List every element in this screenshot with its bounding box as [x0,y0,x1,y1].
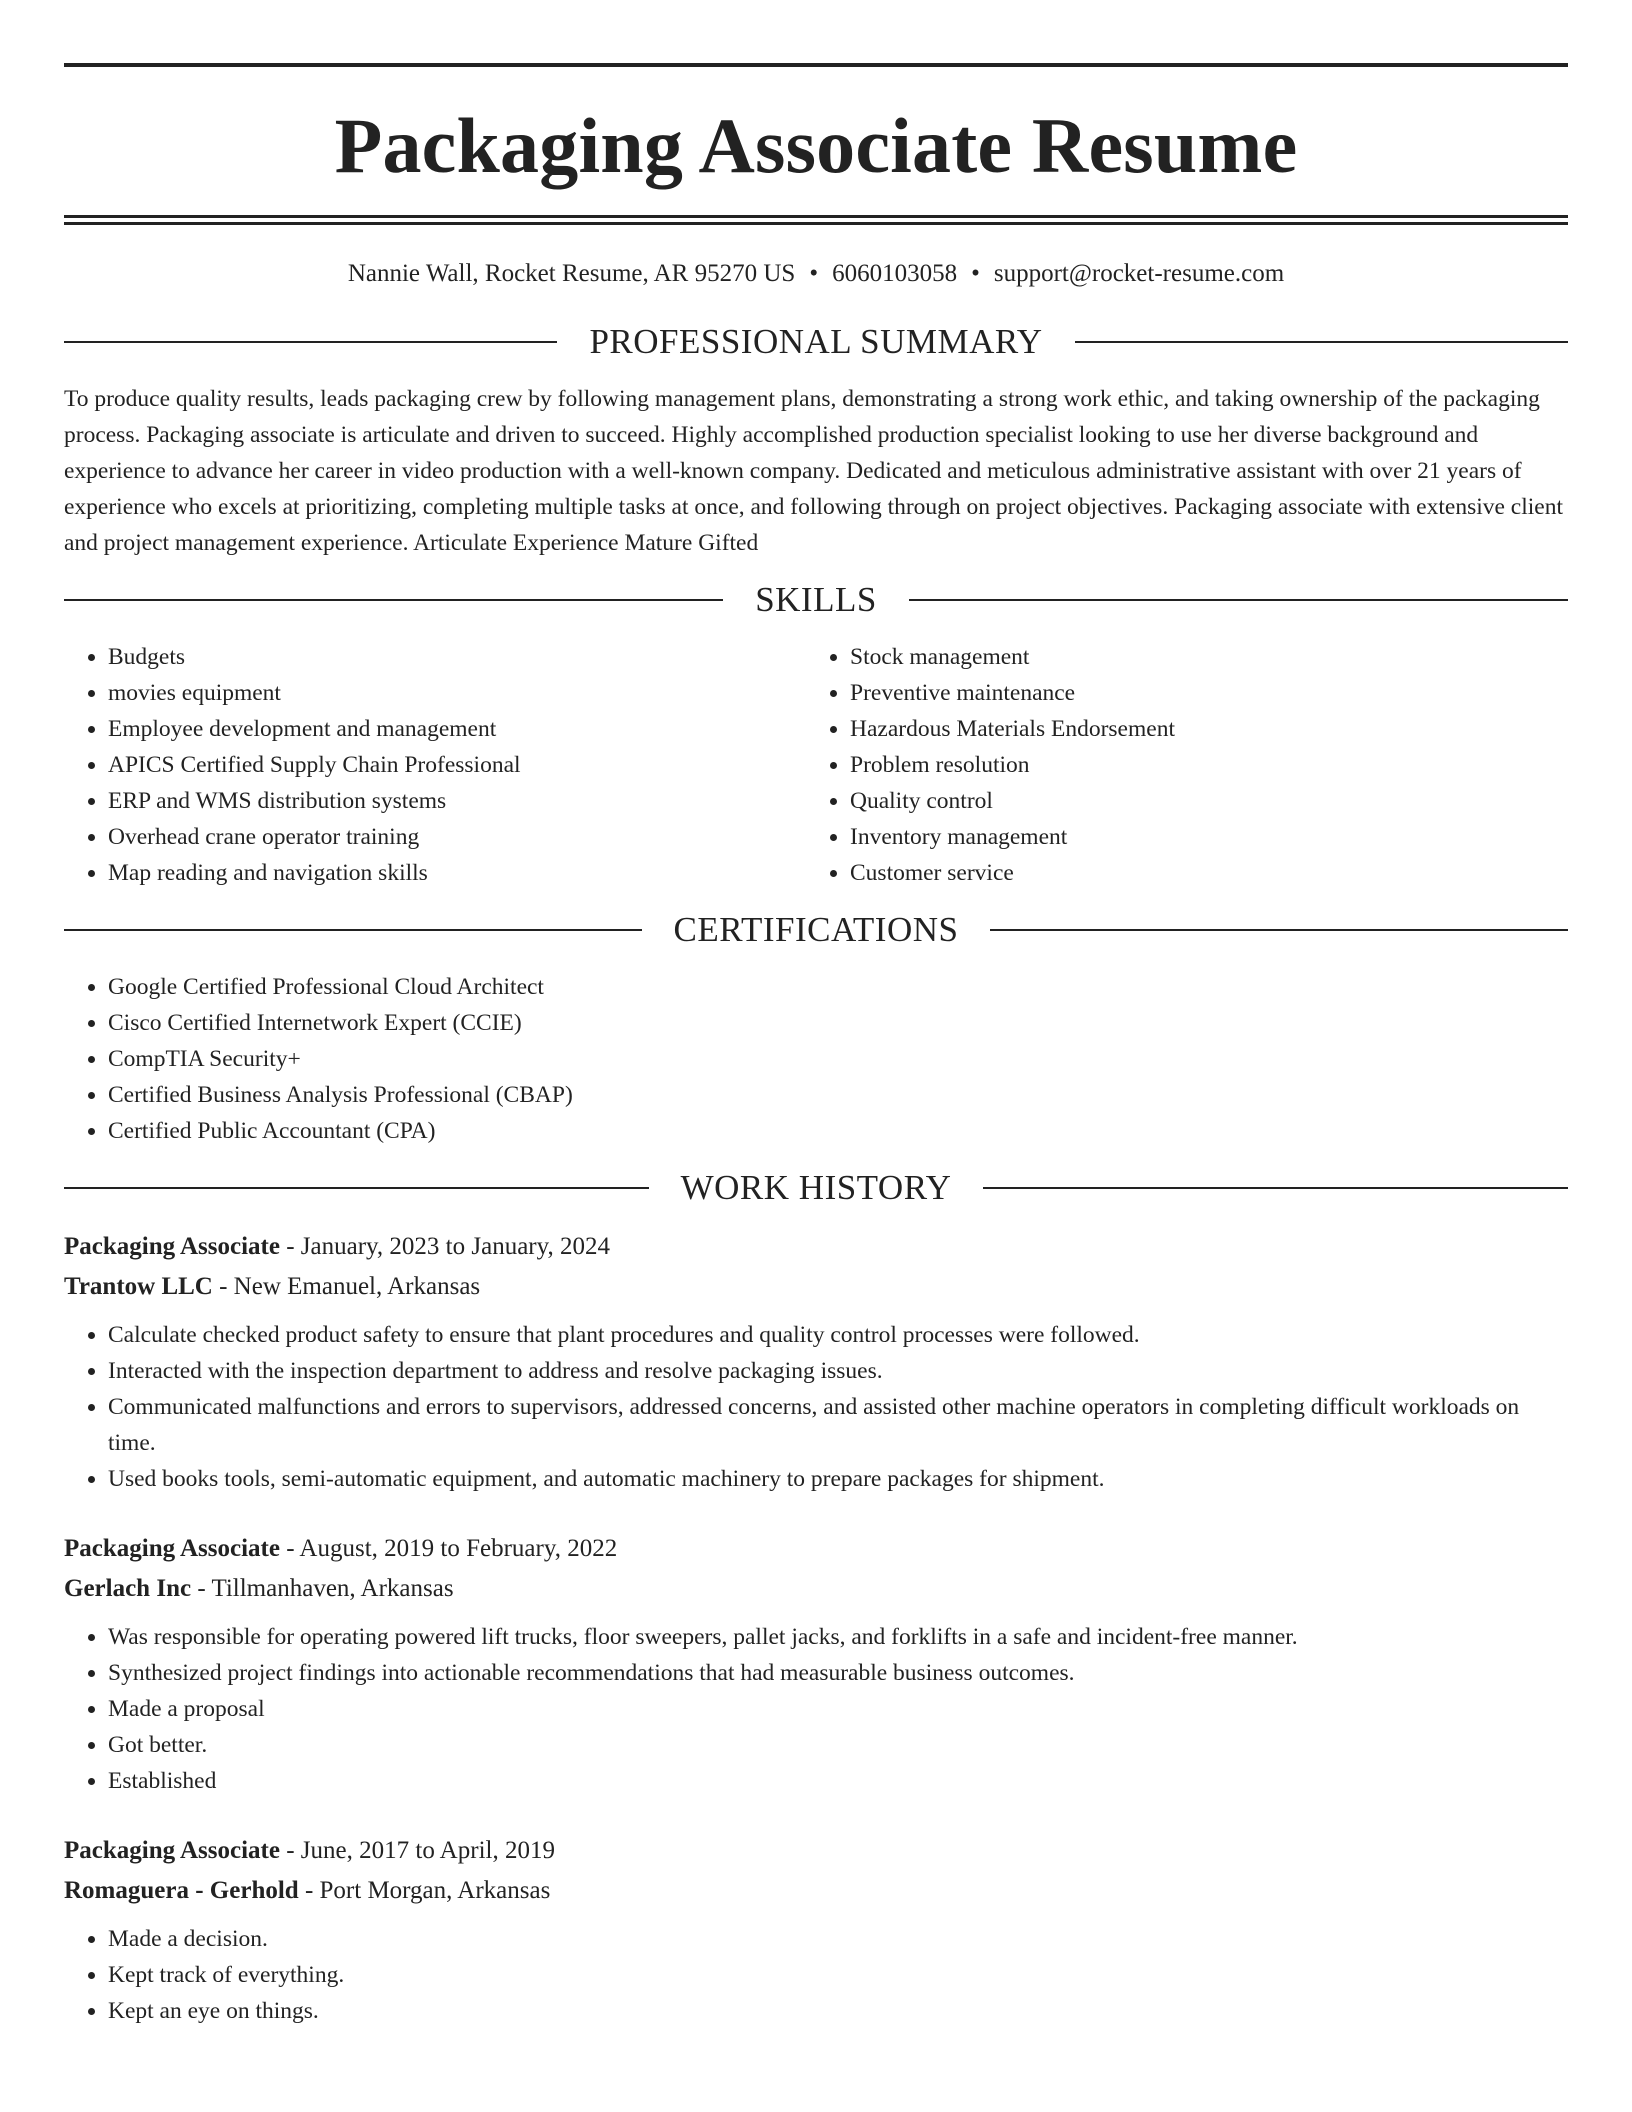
job-bullet: • Got better. [108,1727,1568,1763]
job-title: Packaging Associate [64,1233,280,1260]
summary-heading: PROFESSIONAL SUMMARY [589,322,1043,361]
job-bullets [64,1317,1568,1497]
job-title: Packaging Associate [64,1535,280,1562]
skill-item: • Preventive maintenance [850,675,1548,711]
skill-item: • APICS Certified Supply Chain Professional [108,747,806,783]
job-company: Romaguera - Gerhold [64,1877,299,1904]
heading-rule [983,1187,1568,1189]
job-bullets [64,1921,1568,2029]
title-double-rule [64,215,1568,225]
contact-phone: 6060103058 [832,260,958,287]
job-bullet: • Was responsible for operating powered lift trucks, floor sweepers, pallet jacks, and forklifts in a safe and incident-free manner. [108,1619,1568,1655]
job-bullet: • Calculate checked product safety to ensure that plant procedures and quality control processes were followed. [108,1317,1568,1353]
heading-rule [64,929,642,931]
summary-section-heading [64,317,1568,367]
job-company-line [64,1871,1568,1911]
heading-rule [909,599,1568,601]
contact-address: Nannie Wall, Rocket Resume, AR 95270 US [347,260,796,287]
job-location: - Tillmanhaven, Arkansas [191,1575,454,1602]
certification-item: • Certified Business Analysis Professional (CBAP) [108,1077,1568,1113]
skill-item: • Employee development and management [108,711,806,747]
contact-line [64,257,1568,291]
job-bullet: • Established [108,1763,1568,1799]
contact-email: support@rocket-resume.com [993,260,1285,287]
job-title-line [64,1227,1568,1267]
heading-rule [990,929,1568,931]
job-bullet: • Made a proposal [108,1691,1568,1727]
resume-title: Packaging Associate Resume [334,102,1298,189]
resume-page [64,0,1568,2029]
contact-separator: • [809,260,819,287]
certification-item: • Cisco Certified Internetwork Expert (CCIE) [108,1005,1568,1041]
job-title: Packaging Associate [64,1837,280,1864]
skill-item: • Map reading and navigation skills [108,855,806,891]
skill-item: • Quality control [850,783,1548,819]
skills-heading: SKILLS [755,580,877,619]
job-bullet: • Interacted with the inspection department to address and resolve packaging issues. [108,1353,1568,1389]
skills-section-heading [64,575,1568,625]
job-entry [64,1529,1568,1799]
job-company-line [64,1569,1568,1609]
job-company: Gerlach Inc [64,1575,192,1602]
skill-item: • movies equipment [108,675,806,711]
job-bullets [64,1619,1568,1799]
contact-separator: • [971,260,980,287]
job-company: Trantow LLC [64,1273,213,1300]
job-bullet: • Kept track of everything. [108,1957,1568,1993]
job-title-line [64,1529,1568,1569]
job-bullet: • Communicated malfunctions and errors to supervisors, addressed concerns, and assisted other machine operators in completing difficult workloads on time. [108,1389,1568,1461]
job-location: - Port Morgan, Arkansas [298,1877,551,1904]
certifications-section-heading [64,905,1568,955]
certification-item: • Certified Public Accountant (CPA) [108,1113,1568,1149]
skills-column-right [806,639,1548,891]
heading-rule [64,1187,649,1189]
heading-rule [1075,341,1568,343]
job-dates: - January, 2023 to January, 2024 [279,1233,610,1260]
skill-item: • Inventory management [850,819,1548,855]
skill-item: • Budgets [108,639,806,675]
job-bullet: • Made a decision. [108,1921,1568,1957]
top-rule [64,63,1568,67]
certifications-list [64,969,1568,1149]
work-section-heading [64,1163,1568,1213]
job-dates: - August, 2019 to February, 2022 [279,1535,618,1562]
job-bullet: • Kept an eye on things. [108,1993,1568,2029]
skills-list [64,639,1568,891]
job-entry [64,1831,1568,2029]
certifications-heading: CERTIFICATIONS [673,910,959,949]
skill-item: • Hazardous Materials Endorsement [850,711,1548,747]
certification-item: • Google Certified Professional Cloud Architect [108,969,1568,1005]
skill-item: • Stock management [850,639,1548,675]
job-dates: - June, 2017 to April, 2019 [279,1837,555,1864]
job-entry [64,1227,1568,1497]
summary-text: To produce quality results, leads packaging crew by following management plans, demonstrating a strong work ethic, and taking ownership of the packaging process. Packaging associate is articulate and driven to succeed. Highly accomplished production specialist looking to use her diverse background and experience to advance her career in video production with a well-known company. Dedicated and meticulous administrative assistant with over 21 years of experience who excels at prioritizing, completing multiple tasks at once, and following through on project objectives. Packaging associate with extensive client and project management experience. Articulate Experience Mature Gifted [64,386,1563,556]
job-bullet: • Synthesized project findings into actionable recommendations that had measurable business outcomes. [108,1655,1568,1691]
job-location: - New Emanuel, Arkansas [212,1273,481,1300]
job-title-line [64,1831,1568,1871]
heading-rule [64,341,557,343]
skills-column-left [64,639,806,891]
heading-rule [64,599,723,601]
job-company-line [64,1267,1568,1307]
work-heading: WORK HISTORY [680,1168,952,1207]
certification-item: • CompTIA Security+ [108,1041,1568,1077]
skill-item: • ERP and WMS distribution systems [108,783,806,819]
skill-item: • Problem resolution [850,747,1548,783]
job-bullet: • Used books tools, semi-automatic equipment, and automatic machinery to prepare packages for shipment. [108,1461,1568,1497]
skill-item: • Overhead crane operator training [108,819,806,855]
skill-item: • Customer service [850,855,1548,891]
